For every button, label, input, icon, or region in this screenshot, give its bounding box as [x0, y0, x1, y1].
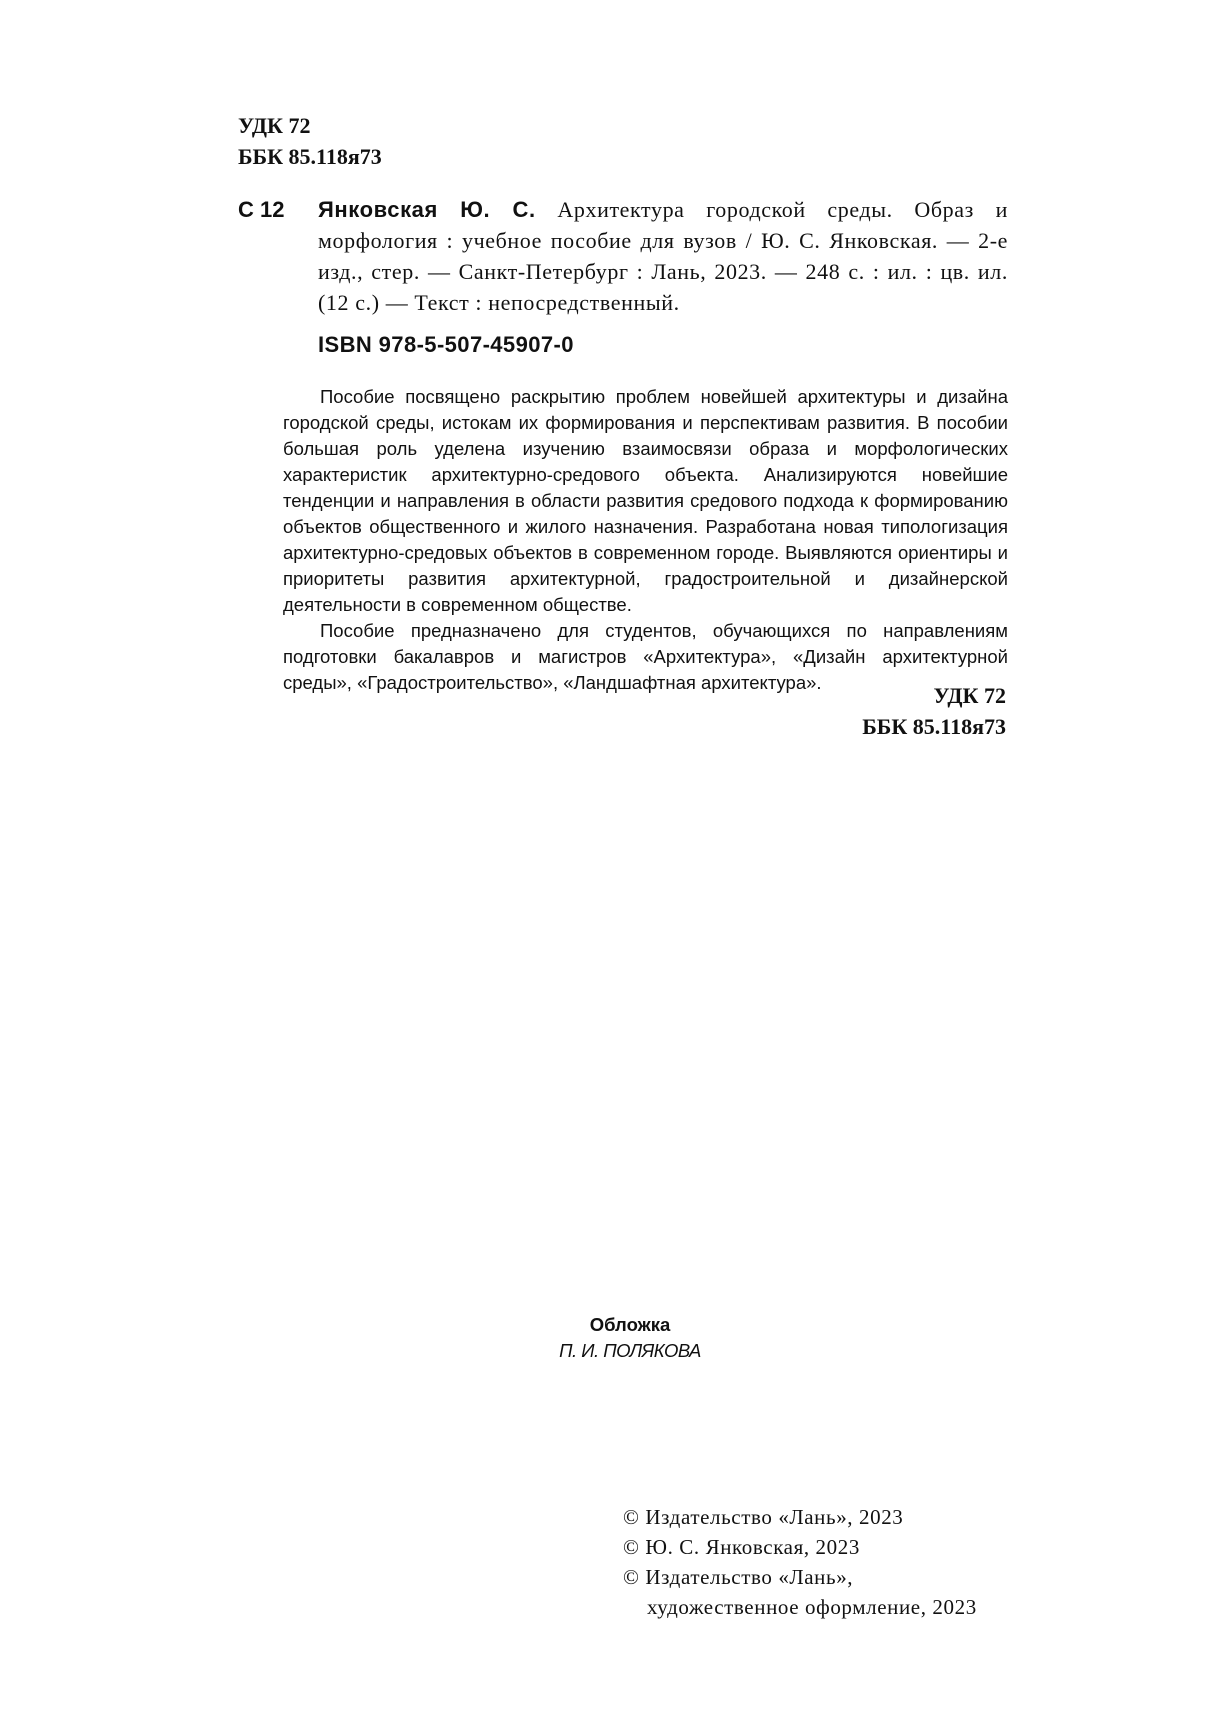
bibliographic-record — [238, 194, 1008, 318]
audience-paragraph: Пособие предназначено для студентов, обучающихся по направлениям подготовки бакалавров и магистров «Архитектура», «Дизайн архитектурной среды», «Градостроительство», «Ландшафтная архитектура». — [283, 620, 1008, 693]
classification-codes-top — [238, 110, 382, 172]
copyright-line: © Издательство «Лань», 2023 — [623, 1505, 904, 1529]
author-name: Янковская Ю. С. — [318, 197, 536, 222]
bbk-code: ББК 85.118я73 — [238, 144, 382, 169]
cover-credit — [540, 1312, 720, 1364]
udk-code: УДК 72 — [238, 113, 311, 138]
abstract-paragraph: Пособие посвящено раскрытию проблем новейшей архитектуры и дизайна городской среды, истокам их формирования и перспективам развития. В пособии большая роль уделена изучению взаимосвязи образа и морфологических характеристик архитектурно-средового объекта. Анализируются новейшие тенденции и направления в области развития средового подхода к формированию объектов общественного и жилого назначения. Разработана новая типологизация архитектурно-средовых объектов в современном городе. Выявляются ориентиры и приоритеты развития архитектурной, градостроительной и дизайнерской деятельности в современном обществе. — [283, 386, 1008, 615]
bibliographic-description — [318, 194, 1008, 318]
copyright-line: художественное оформление, 2023 — [647, 1595, 977, 1619]
isbn: ISBN 978-5-507-45907-0 — [318, 332, 574, 357]
udk-code: УДК 72 — [933, 683, 1006, 708]
abstract — [283, 384, 1008, 696]
cover-label: Обложка — [589, 1314, 671, 1335]
cover-designer: П. И. ПОЛЯКОВА — [559, 1340, 701, 1361]
copyright-line: © Ю. С. Янковская, 2023 — [623, 1535, 860, 1559]
author-mark: С 12 — [238, 197, 285, 222]
copyright-line: © Издательство «Лань», — [623, 1565, 854, 1589]
bbk-code: ББК 85.118я73 — [862, 714, 1006, 739]
classification-codes-bottom — [862, 680, 1006, 742]
book-description: Архитектура городской среды. Образ и морфология : учебное пособие для вузов / Ю. С. Янковская. — 2-е изд., стер. — Санкт-Петербург : Лань, 2023. — 248 с. : ил. : цв. ил. (12 с.) — Текст : непосредственный. — [318, 197, 1008, 315]
copyright-block — [623, 1502, 977, 1622]
